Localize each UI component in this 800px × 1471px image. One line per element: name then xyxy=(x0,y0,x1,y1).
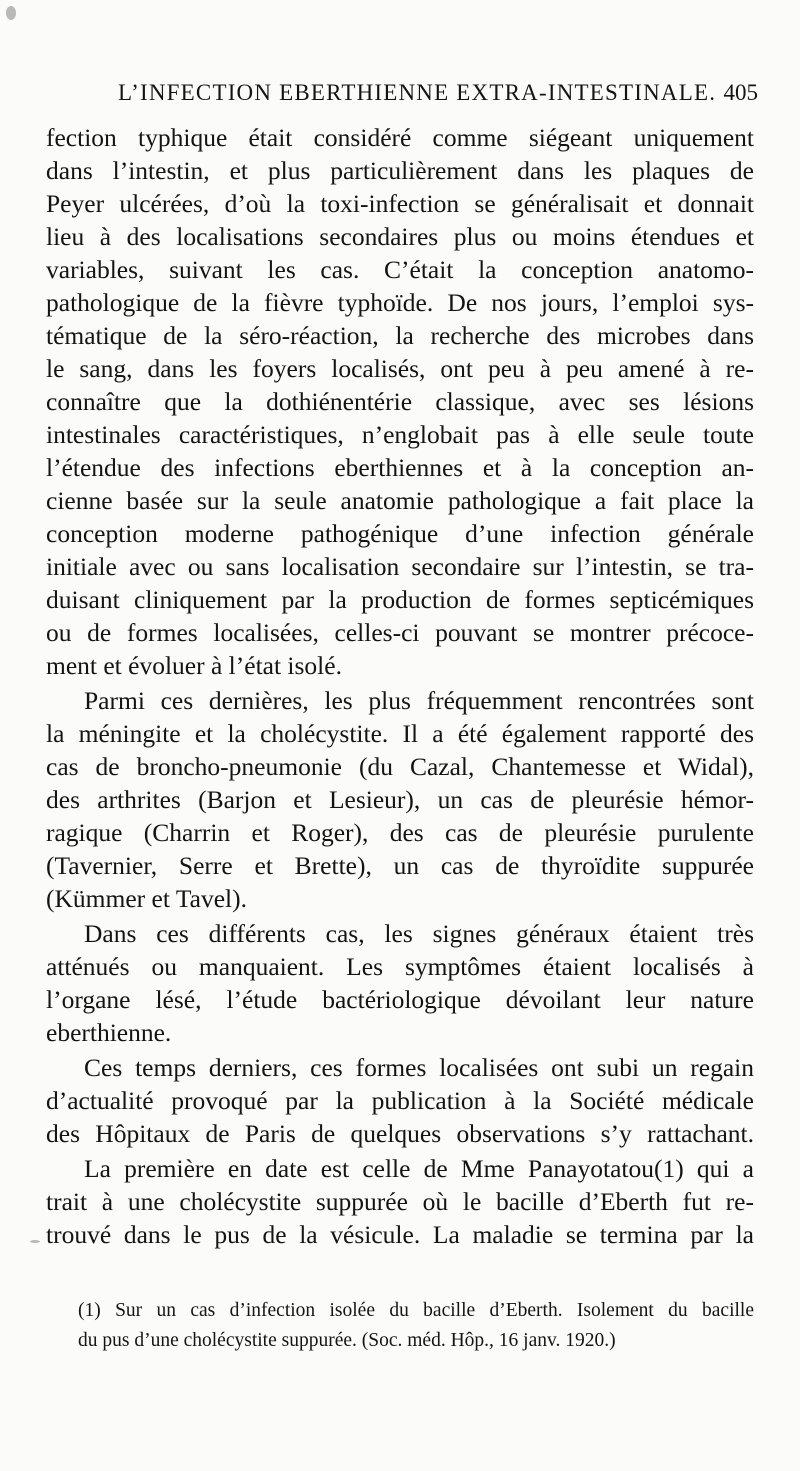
running-title: L’INFECTION EBERTHIENNE EXTRA-INTESTINALE. xyxy=(118,80,717,105)
text-line: fection typhique était considéré comme siégeant uniquement xyxy=(46,123,754,152)
text-line: conception moderne pathogénique d’une infection générale xyxy=(46,519,754,548)
text-line: Peyer ulcérées, d’où la toxi-infection se généralisait et donnait xyxy=(46,189,754,218)
text-line: ragique (Charrin et Roger), des cas de pleurésie purulente xyxy=(46,818,754,847)
text-line: atténués ou manquaient. Les symptômes étaient localisés à xyxy=(46,952,754,981)
text-line: (Kümmer et Tavel). xyxy=(46,884,247,913)
text-line: dans l’intestin, et plus particulièrement dans les plaques de xyxy=(46,156,754,185)
text-line: l’étendue des infections eberthiennes et à la conception an- xyxy=(46,453,754,482)
text-line: des arthrites (Barjon et Lesieur), un cas de pleurésie hémor- xyxy=(46,785,754,814)
text-line: variables, suivant les cas. C’était la conception anatomo- xyxy=(46,255,754,284)
text-line: trait à une cholécystite suppurée où le bacille d’Eberth fut re- xyxy=(46,1187,754,1216)
text-line: tématique de la séro-réaction, la recherche des microbes dans xyxy=(46,321,754,350)
text-line: Parmi ces dernières, les plus fréquemment rencontrées sont xyxy=(84,686,754,715)
text-line: intestinales caractéristiques, n’englobait pas à elle seule toute xyxy=(46,420,754,449)
text-line: La première en date est celle de Mme Panayotatou(1) qui a xyxy=(84,1154,754,1183)
text-line: Ces temps derniers, ces formes localisées ont subi un regain xyxy=(84,1053,754,1082)
text-line: ment et évoluer à l’état isolé. xyxy=(46,651,342,680)
paragraph xyxy=(46,1152,754,1251)
footnote xyxy=(78,1296,754,1356)
text-line: le sang, dans les foyers localisés, ont peu à peu amené à re- xyxy=(46,354,754,383)
text-line: duisant cliniquement par la production de formes septicémiques xyxy=(46,585,754,614)
paragraph xyxy=(46,684,754,915)
text-line: cienne basée sur la seule anatomie pathologique a fait place la xyxy=(46,486,754,515)
page-number: 405 xyxy=(723,80,758,105)
text-line: la méningite et la cholécystite. Il a été également rapporté des xyxy=(46,719,754,748)
footnote-line: (1) Sur un cas d’infection isolée du bacille d’Eberth. Isolement du bacille xyxy=(78,1300,754,1321)
text-line: cas de broncho-pneumonie (du Cazal, Chantemesse et Widal), xyxy=(46,752,754,781)
text-line: pathologique de la fièvre typhoïde. De nos jours, l’emploi sys- xyxy=(46,288,754,317)
footnote-line: du pus d’une cholécystite suppurée. (Soc. méd. Hôp., 16 janv. 1920.) xyxy=(78,1330,616,1351)
text-line: ou de formes localisées, celles-ci pouvant se montrer précoce- xyxy=(46,618,754,647)
text-line: (Tavernier, Serre et Brette), un cas de thyroïdite suppurée xyxy=(46,851,754,880)
text-line: l’organe lésé, l’étude bactériologique dévoilant leur nature xyxy=(46,985,754,1014)
text-line: initiale avec ou sans localisation secondaire sur l’intestin, se tra- xyxy=(46,552,754,581)
text-line: des Hôpitaux de Paris de quelques observations s’y rattachant. xyxy=(46,1119,754,1148)
body-text xyxy=(46,121,754,1251)
text-line: trouvé dans le pus de la vésicule. La maladie se termina par la xyxy=(46,1220,754,1249)
print-speck xyxy=(30,1240,40,1243)
paragraph xyxy=(46,917,754,1049)
paragraph xyxy=(46,121,754,682)
text-line: connaître que la dothiénentérie classique, avec ses lésions xyxy=(46,387,754,416)
text-line: Dans ces différents cas, les signes généraux étaient très xyxy=(84,919,754,948)
paragraph xyxy=(46,1051,754,1150)
page-header xyxy=(118,80,758,120)
print-speck xyxy=(6,6,16,20)
text-line: lieu à des localisations secondaires plus ou moins étendues et xyxy=(46,222,754,251)
text-line: eberthienne. xyxy=(46,1018,172,1047)
text-line: d’actualité provoqué par la publication à la Société médicale xyxy=(46,1086,754,1115)
